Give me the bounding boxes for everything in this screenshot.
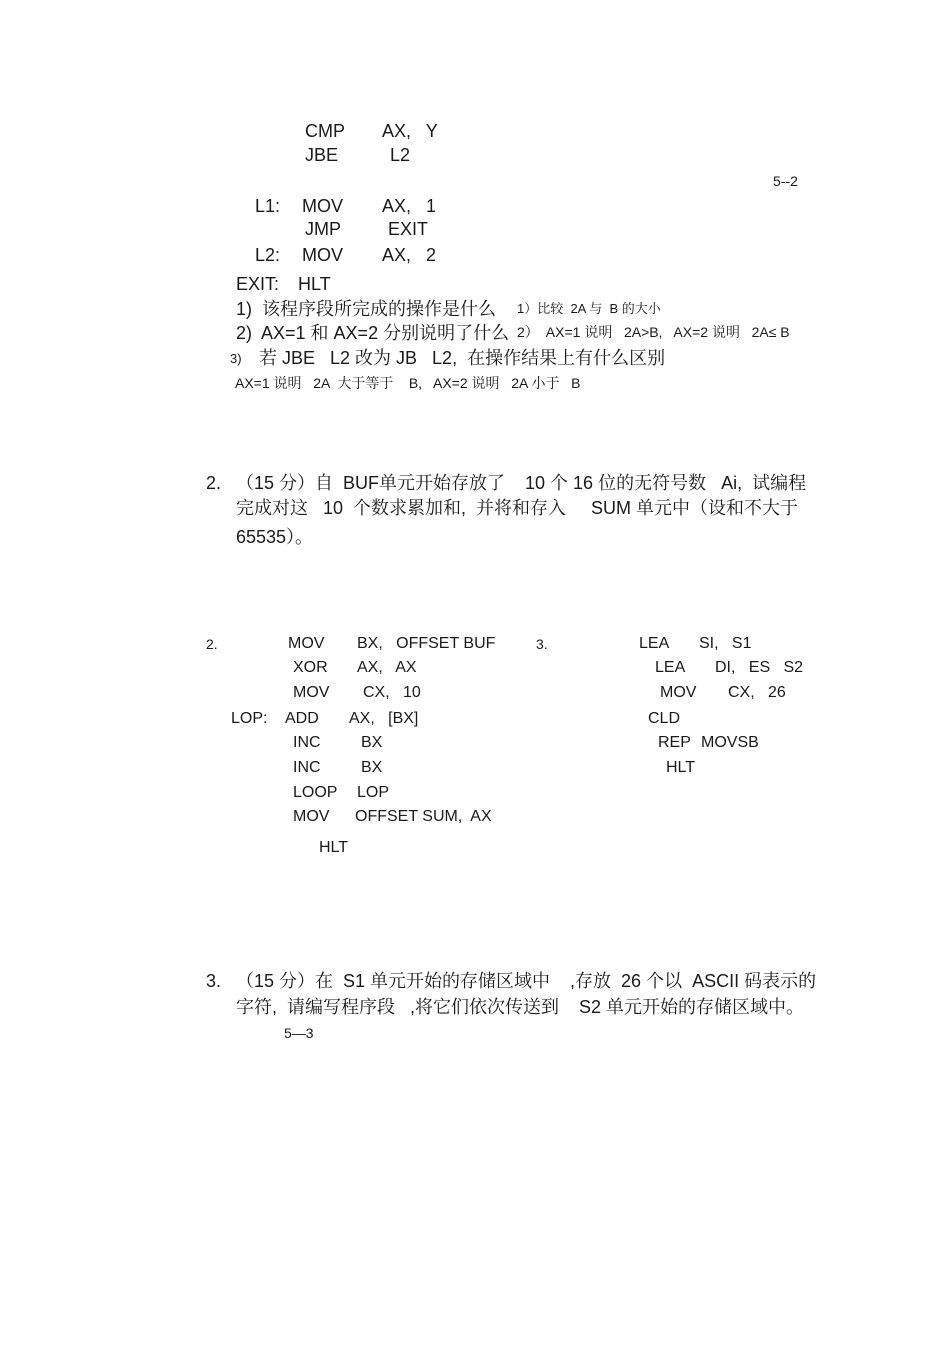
operand: EXIT — [388, 219, 429, 239]
operand: AX, 2 — [382, 245, 437, 265]
question-text: 65535）。 — [236, 527, 314, 547]
answer: 2） AX=1 说明 2A>B, AX=2 说明 2A≤ B — [517, 324, 790, 340]
question-text: 字符, 请编写程序段 ,将它们依次传送到 S2 单元开始的存储区域中。 — [236, 997, 805, 1017]
subquestion: 2) AX=1 和 AX=2 分别说明了什么 — [236, 323, 510, 343]
opcode: HLT — [298, 274, 331, 294]
opcode: HLT — [319, 839, 349, 856]
question-text: 完成对这 10 个数求累加和, 并将和存入 SUM 单元中（设和不大于 — [236, 498, 799, 518]
opcode: XOR — [293, 659, 328, 676]
subquestion: 1) 该程序段所完成的操作是什么 — [236, 299, 497, 319]
opcode: LOOP — [293, 784, 338, 801]
opcode: MOV — [293, 684, 330, 701]
operand: AX, [BX] — [349, 710, 419, 727]
subquestion: 若 JBE L2 改为 JB L2, 在操作结果上有什么区别 — [259, 348, 666, 368]
opcode: LEA — [655, 659, 686, 676]
operand: MOVSB — [701, 734, 759, 751]
opcode: MOV — [293, 808, 330, 825]
opcode: LEA — [639, 635, 670, 652]
operand: SI, S1 — [699, 635, 752, 652]
opcode: REP — [658, 734, 691, 751]
operand: L2 — [390, 145, 411, 165]
question-number: 3. — [206, 971, 222, 991]
opcode: CLD — [648, 710, 681, 727]
opcode: CMP — [305, 121, 345, 141]
operand: AX, AX — [357, 659, 417, 676]
operand: AX, 1 — [382, 196, 437, 216]
operand: CX, 10 — [363, 684, 421, 701]
opcode: ADD — [285, 710, 319, 727]
operand: OFFSET SUM, AX — [355, 808, 492, 825]
operand: CX, 26 — [728, 684, 786, 701]
opcode: MOV — [660, 684, 697, 701]
operand: AX, Y — [382, 121, 438, 141]
operand: LOP — [357, 784, 390, 801]
answer-number: 3. — [536, 636, 548, 652]
answer-number: 2. — [206, 636, 218, 652]
answer: AX=1 说明 2A 大于等于 B, AX=2 说明 2A 小于 B — [235, 375, 581, 391]
page-number: 5--2 — [773, 173, 798, 189]
subquestion-number: 3) — [230, 351, 242, 366]
opcode: INC — [293, 734, 321, 751]
opcode: JMP — [305, 219, 341, 239]
operand: BX — [361, 759, 383, 776]
code-label: L1: — [255, 196, 281, 216]
opcode: INC — [293, 759, 321, 776]
code-label: EXIT: — [236, 274, 280, 294]
opcode: HLT — [666, 759, 696, 776]
code-label: L2: — [255, 245, 281, 265]
page-number: 5—3 — [284, 1025, 314, 1041]
code-label: LOP: — [231, 710, 268, 727]
answer: 1）比较 2A 与 B 的大小 — [517, 301, 661, 316]
operand: DI, ES S2 — [715, 659, 804, 676]
opcode: MOV — [302, 245, 344, 265]
opcode: MOV — [288, 635, 325, 652]
question-number: 2. — [206, 473, 222, 493]
question-text: （15 分）在 S1 单元开始的存储区域中 ,存放 26 个以 ASCII 码表示的 — [236, 971, 817, 991]
operand: BX, OFFSET BUF — [357, 635, 496, 652]
question-text: （15 分）自 BUF单元开始存放了 10 个 16 位的无符号数 Ai, 试编程 — [236, 473, 807, 493]
opcode: JBE — [305, 145, 339, 165]
operand: BX — [361, 734, 383, 751]
opcode: MOV — [302, 196, 344, 216]
